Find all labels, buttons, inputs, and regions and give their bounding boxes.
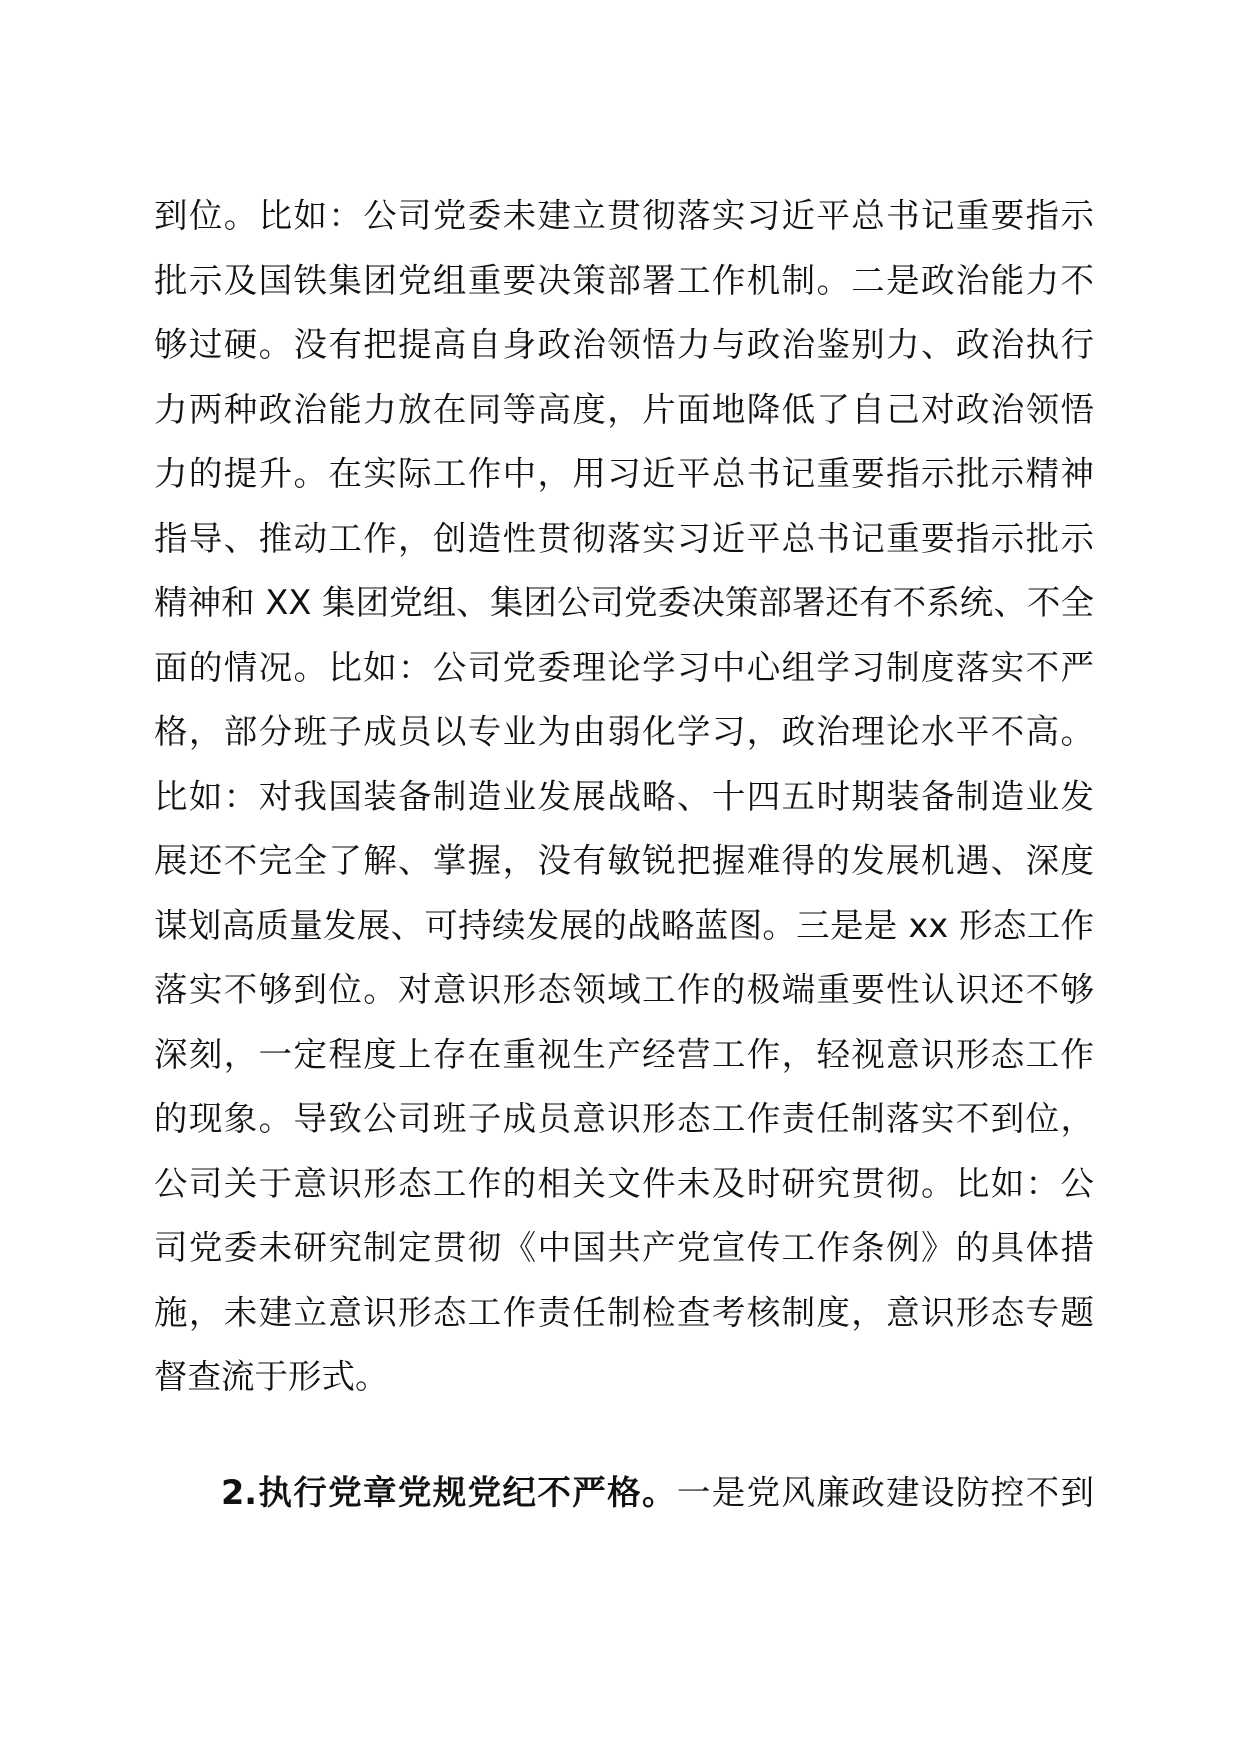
text-line: 谋划高质量发展、可持续发展的战略蓝图。三是是 xx 形态工作: [154, 905, 1094, 945]
text-line: 面的情况。比如：公司党委理论学习中心组学习制度落实不严: [154, 647, 1094, 687]
text-line: 公司关于意识形态工作的相关文件未及时研究贯彻。比如：公: [154, 1163, 1094, 1203]
text-line: 展还不完全了解、掌握，没有敏锐把握难得的发展机遇、深度: [154, 841, 1094, 880]
text-line: 督查流于形式。: [154, 1357, 389, 1396]
text-line: 施，未建立意识形态工作责任制检查考核制度，意识形态专题: [154, 1292, 1094, 1332]
text-line: 司党委未研究制定贯彻《中国共产党宣传工作条例》的具体措: [154, 1228, 1094, 1267]
text-line: 够过硬。没有把提高自身政治领悟力与政治鉴别力、政治执行: [154, 325, 1094, 364]
body-paragraph: [154, 184, 1094, 1410]
section-text: 一是党风廉政建设防控不到: [676, 1473, 1094, 1512]
text-line: 的现象。导致公司班子成员意识形态工作责任制落实不到位，: [154, 1099, 1094, 1138]
text-line: 格，部分班子成员以专业为由弱化学习，政治理论水平不高。: [154, 712, 1094, 751]
text-line: 到位。比如：公司党委未建立贯彻落实习近平总书记重要指示: [154, 196, 1094, 235]
text-line: 批示及国铁集团党组重要决策部署工作机制。二是政治能力不: [154, 260, 1094, 300]
section-heading: 2.执行党章党规党纪不严格。: [221, 1473, 677, 1512]
text-line: 落实不够到位。对意识形态领域工作的极端重要性认识还不够: [154, 970, 1094, 1009]
text-line: 比如：对我国装备制造业发展战略、十四五时期装备制造业发: [154, 776, 1094, 816]
text-line: 力的提升。在实际工作中，用习近平总书记重要指示批示精神: [154, 454, 1094, 493]
section-paragraph: [154, 1461, 1094, 1526]
text-line: 精神和 XX 集团党组、集团公司党委决策部署还有不系统、不全: [154, 583, 1094, 622]
text-line: 力两种政治能力放在同等高度，片面地降低了自己对政治领悟: [154, 389, 1094, 429]
text-line: 深刻，一定程度上存在重视生产经营工作，轻视意识形态工作: [154, 1034, 1094, 1074]
text-line: 指导、推动工作，创造性贯彻落实习近平总书记重要指示批示: [154, 518, 1094, 558]
